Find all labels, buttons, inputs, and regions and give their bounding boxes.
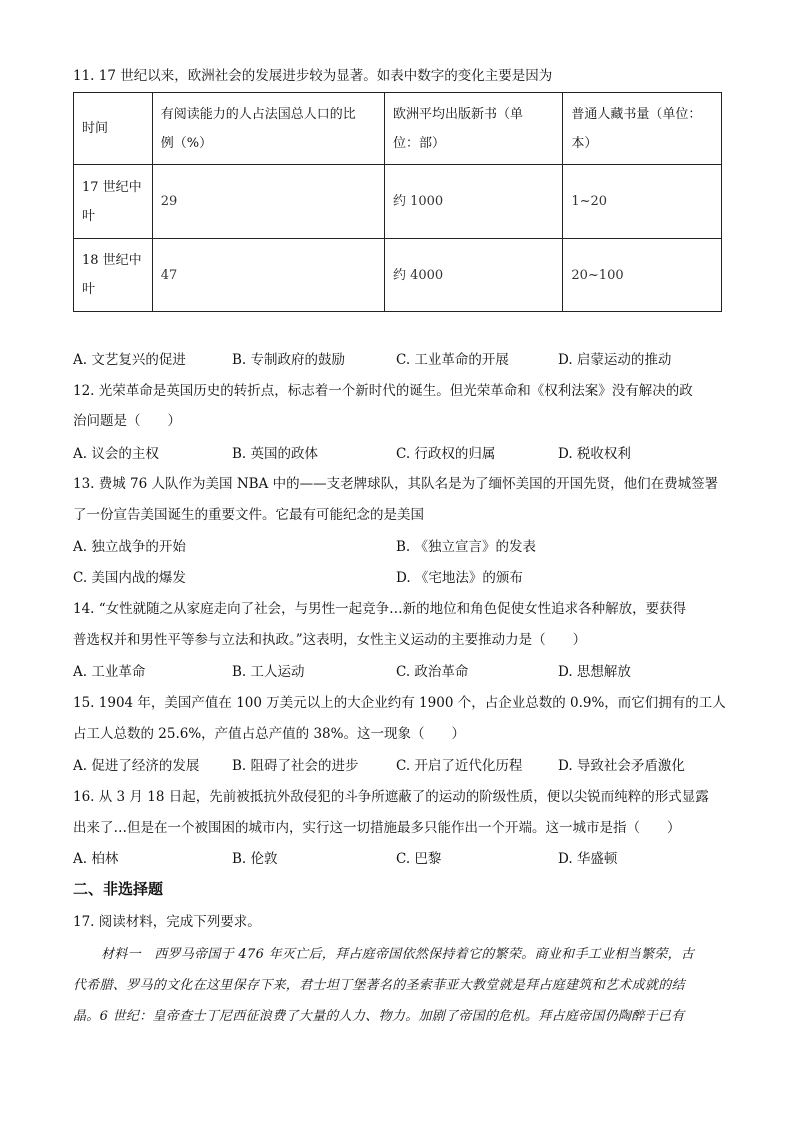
question-17-stem: 17. 阅读材料，完成下列要求。 [73, 914, 261, 930]
table-cell-time [74, 165, 153, 239]
q14-option-d[interactable]: D. 思想解放 [558, 664, 631, 680]
cell-text: 18 世纪中 [82, 253, 142, 268]
q15-option-d[interactable]: D. 导致社会矛盾激化 [558, 758, 685, 774]
cell-text: 17 世纪中 [82, 179, 142, 195]
q12-option-d[interactable]: D. 税收权利 [558, 446, 631, 462]
table-header-time [74, 93, 153, 165]
q16-option-c[interactable]: C. 巴黎 [396, 851, 442, 867]
q13-option-c[interactable]: C. 美国内战的爆发 [73, 570, 186, 586]
material-passage [73, 939, 723, 1032]
question-16-stem-line-1: 16. 从 3 月 18 日起，先前被抵抗外敌侵犯的斗争所遮蔽了的运动的阶级性质，便以尖锐而纯粹的形式显露 [73, 789, 709, 805]
header-cell-text: 有阅读能力的人占法国总人口的比 [160, 106, 356, 122]
q14-option-c[interactable]: C. 政治革命 [396, 664, 469, 680]
table-header-literacy [152, 93, 384, 165]
question-14-stem-line-1: 14. “女性就随之从家庭走向了社会，与男性一起竞争…新的地位和角色促使女性追求各种解放，要获得 [73, 601, 687, 617]
question-13-stem-line-1: 13. 费城 76 人队作为美国 NBA 中的——支老牌球队，其队名是为了缅怀美国的开国先贤，他们在费城签署 [73, 476, 719, 492]
cell-text: 叶 [82, 208, 96, 224]
material-line: 晶。6 世纪：皇帝查士丁尼西征浪费了大量的人力、物力。加剧了帝国的危机。拜占庭帝国仍陶醉于已有 [73, 1009, 685, 1024]
q15-option-c[interactable]: C. 开启了近代化历程 [396, 758, 523, 774]
q16-option-d[interactable]: D. 华盛顿 [558, 851, 618, 867]
table-header-new-books [384, 93, 562, 165]
q11-option-b[interactable]: B. 专制政府的鼓励 [232, 352, 346, 368]
table-cell: 约 1000 [384, 165, 562, 239]
question-15-stem-line-2: 占工人总数的 25.6%，产值占总产值的 38%。这一现象（ ） [73, 726, 465, 742]
table-row [74, 239, 722, 312]
q15-option-a[interactable]: A. 促进了经济的发展 [73, 758, 200, 774]
table-cell: 47 [152, 239, 384, 312]
q12-option-c[interactable]: C. 行政权的归属 [396, 446, 496, 462]
q15-option-b[interactable]: B. 阻碍了社会的进步 [232, 758, 359, 774]
q16-option-a[interactable]: A. 柏林 [73, 851, 119, 867]
header-cell-text: 位：部） [392, 135, 445, 151]
material-line: 代希腊、罗马的文化在这里保存下来，君士坦丁堡著名的圣索菲亚大教堂就是拜占庭建筑和艺术成就的结 [73, 978, 685, 993]
header-cell-text: 本） [571, 135, 598, 151]
table-header-book-collection [563, 93, 722, 165]
question-12-stem-line-2: 治问题是（ ） [73, 413, 181, 429]
question-13-stem-line-2: 了一份宣告美国诞生的重要文件。它最有可能纪念的是美国 [73, 507, 424, 523]
q14-option-b[interactable]: B. 工人运动 [232, 664, 305, 680]
section-title: 二、非选择题 [73, 880, 164, 898]
header-cell-text: 时间 [82, 121, 109, 136]
material-line: 材料一 西罗马帝国于 476 年灭亡后，拜占庭帝国依然保持着它的繁荣。商业和手工业相当繁荣，古 [101, 947, 695, 962]
table-header-row [74, 93, 722, 165]
table-cell: 29 [152, 165, 384, 239]
q12-option-b[interactable]: B. 英国的政体 [232, 446, 319, 462]
q13-option-b[interactable]: B. 《独立宣言》的发表 [396, 539, 537, 555]
question-12-stem-line-1: 12. 光荣革命是英国历史的转折点，标志着一个新时代的诞生。但光荣革命和《权利法案》没有解决的政 [73, 383, 693, 399]
question-15-stem-line-1: 15. 1904 年，美国产值在 100 万美元以上的大企业约有 1900 个，占企业总数的 0.9%，而它们拥有的工人 [73, 695, 726, 711]
question-14-stem-line-2: 普选权并和男性平等参与立法和执政。”这表明，女性主义运动的主要推动力是（ ） [73, 632, 587, 648]
question-11-table [73, 92, 722, 312]
table-cell-time [74, 239, 153, 312]
q14-option-a[interactable]: A. 工业革命 [73, 664, 146, 680]
header-cell-text: 普通人藏书量（单位： [571, 106, 702, 122]
header-cell-text: 例（%） [160, 135, 213, 151]
table-cell: 20~100 [563, 239, 722, 312]
q12-option-a[interactable]: A. 议会的主权 [73, 446, 159, 462]
q13-option-d[interactable]: D. 《宅地法》的颁布 [396, 570, 523, 586]
q11-option-d[interactable]: D. 启蒙运动的推动 [558, 352, 672, 368]
q13-option-a[interactable]: A. 独立战争的开始 [73, 539, 186, 555]
q11-option-c[interactable]: C. 工业革命的开展 [396, 352, 509, 368]
header-cell-text: 欧洲平均出版新书（单 [392, 106, 523, 122]
question-11-stem: 11. 17 世纪以来，欧洲社会的发展进步较为显著。如表中数字的变化主要是因为 [73, 68, 553, 84]
cell-text: 叶 [82, 282, 96, 297]
question-16-stem-line-2: 出来了…但是在一个被围困的城市内，实行这一切措施最多只能作出一个开端。这一城市是指（ ） [73, 820, 681, 836]
table-cell: 1~20 [563, 165, 722, 239]
q11-option-a[interactable]: A. 文艺复兴的促进 [73, 352, 186, 368]
q16-option-b[interactable]: B. 伦敦 [232, 851, 278, 867]
table-row [74, 165, 722, 239]
table-cell: 约 4000 [384, 239, 562, 312]
